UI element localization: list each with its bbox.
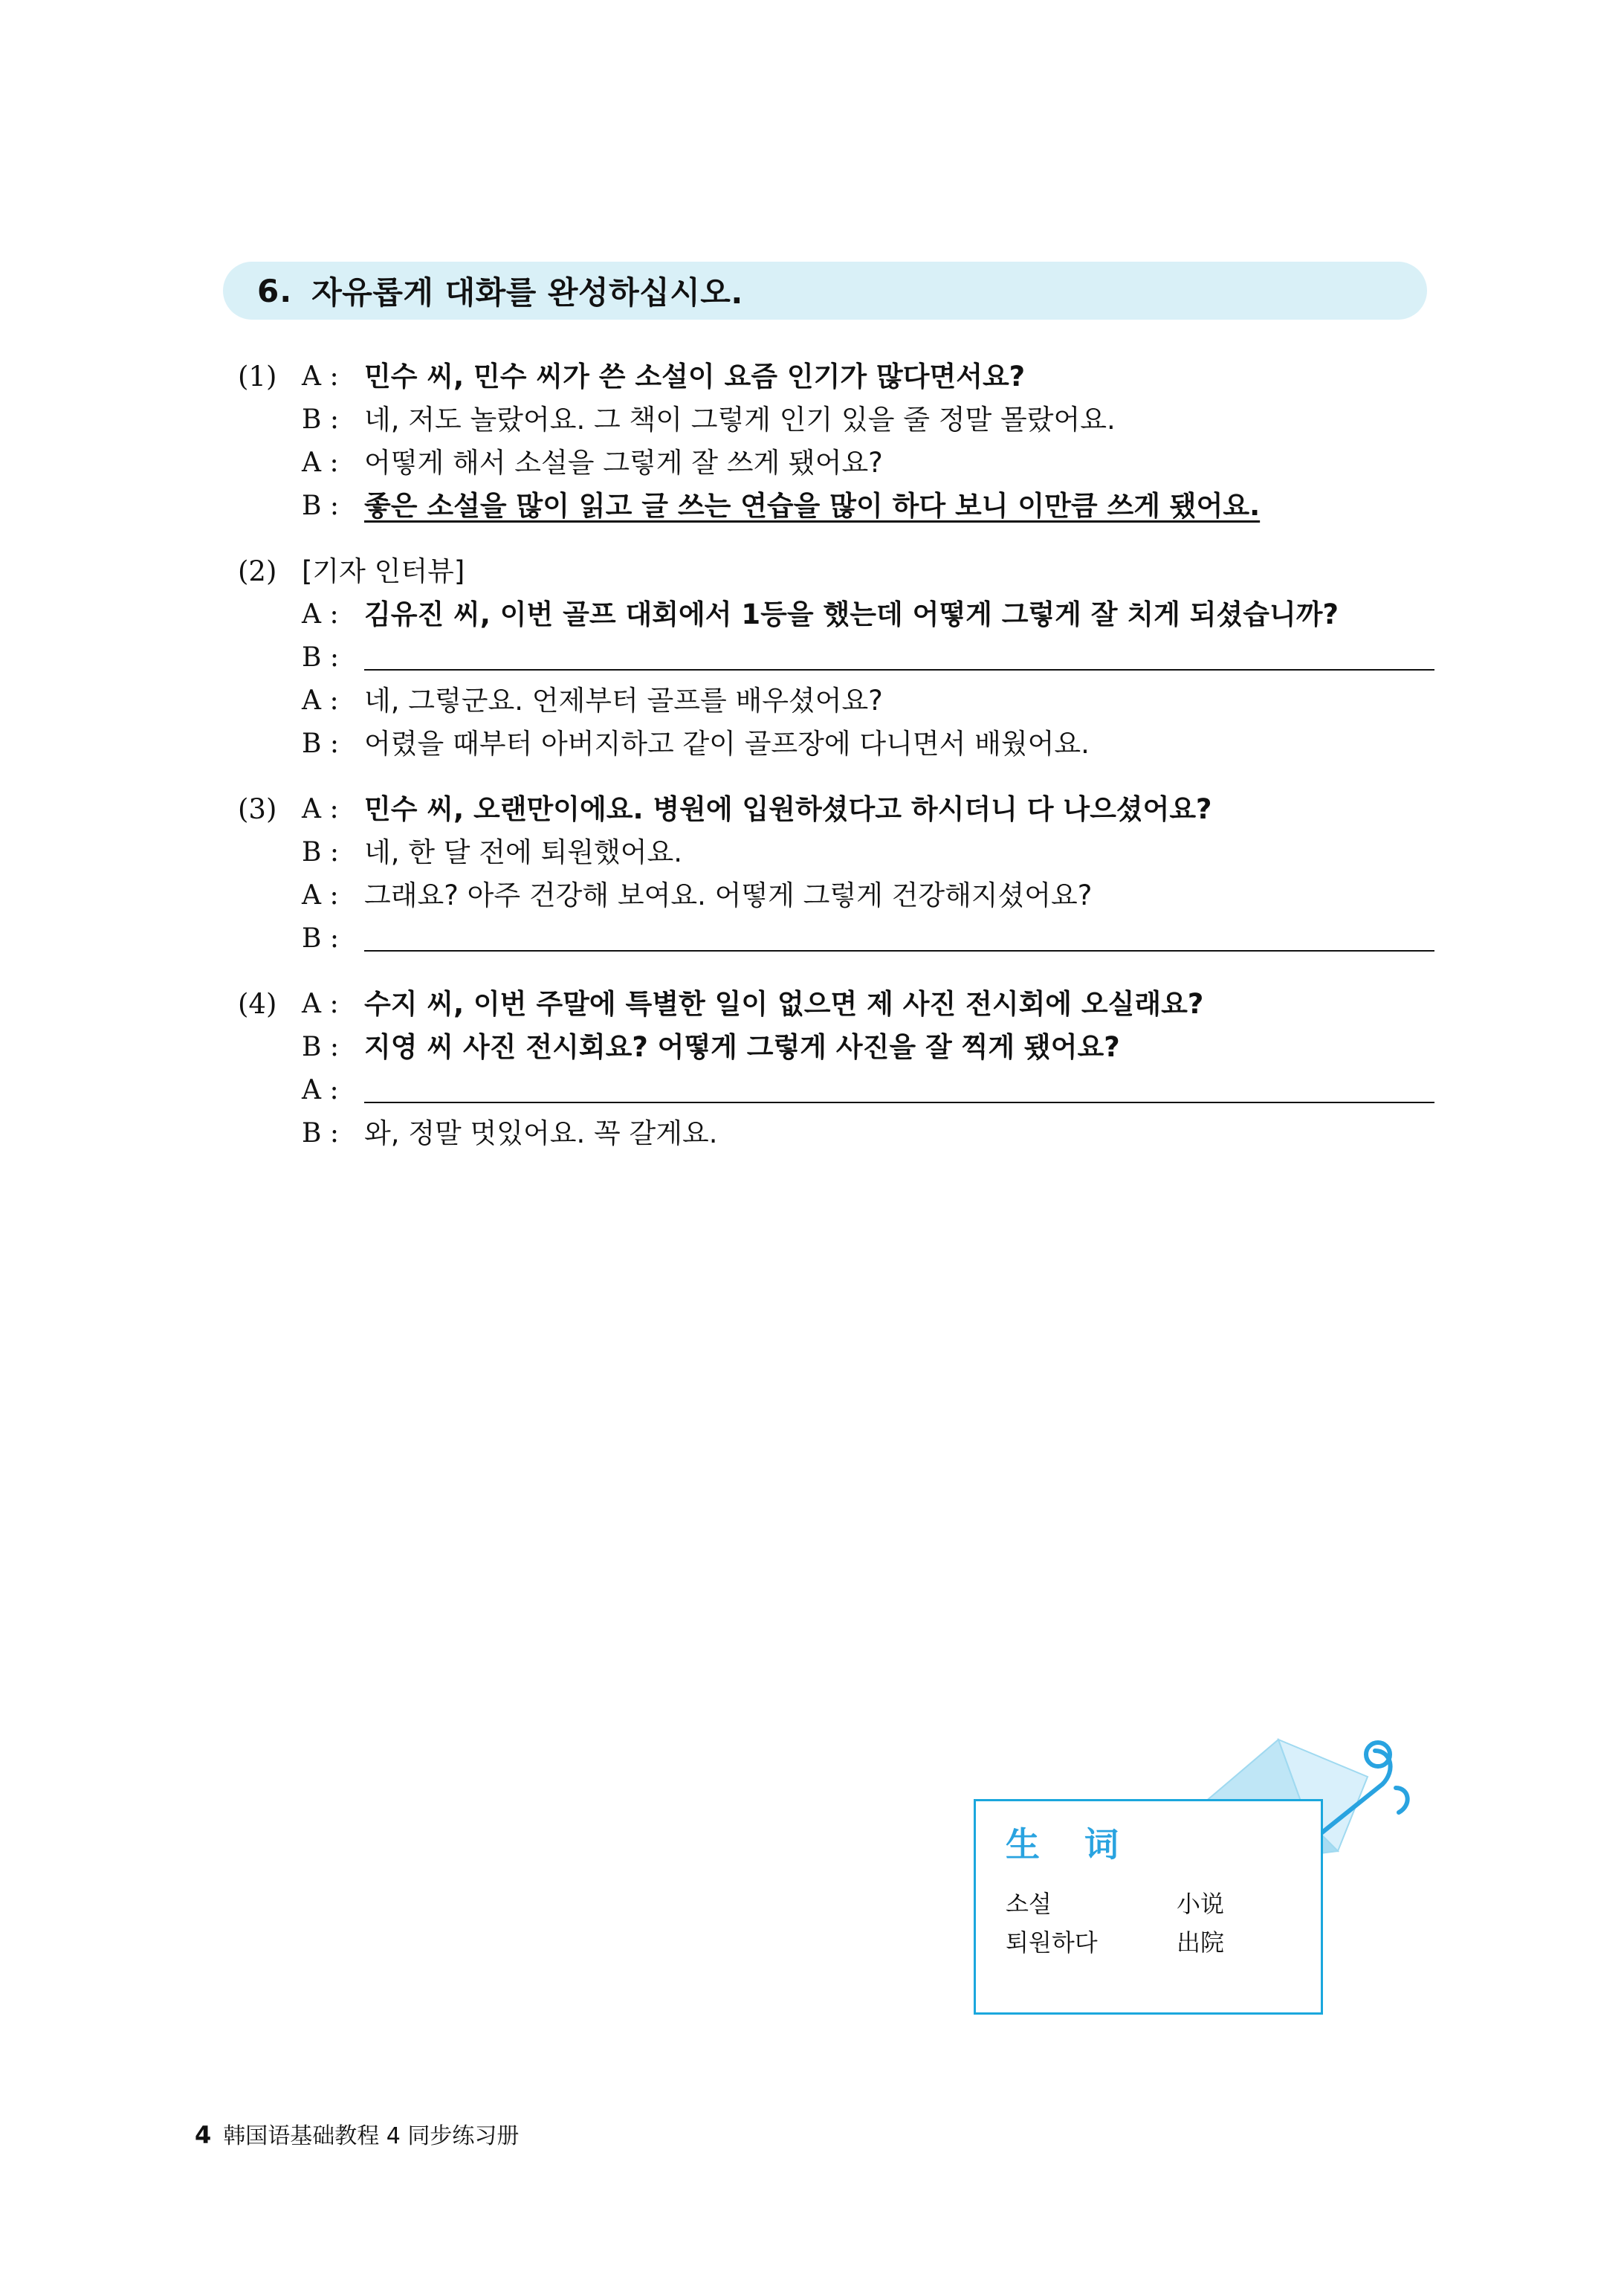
speaker-label: A : xyxy=(302,448,339,478)
speaker-label: A : xyxy=(302,361,339,392)
item-body xyxy=(302,983,1434,1155)
vocabulary-section xyxy=(959,1732,1434,2044)
dialogue-line xyxy=(302,485,1434,528)
speaker-label: B : xyxy=(302,1032,340,1062)
speaker-label: B : xyxy=(302,923,340,954)
item-number: (1) xyxy=(238,361,277,393)
dialogue-line xyxy=(302,788,1434,831)
utterance-text: 와, 정말 멋있어요. 꼭 갈게요. xyxy=(364,1117,718,1149)
speaker-label: A : xyxy=(302,989,339,1019)
utterance-text: 네, 저도 놀랐어요. 그 책이 그렇게 인기 있을 줄 정말 몰랐어요. xyxy=(364,404,1116,436)
dialogue-line xyxy=(302,593,1434,636)
section-title: 자유롭게 대화를 완성하십시오. xyxy=(311,274,743,311)
speaker-label: B : xyxy=(302,642,340,673)
page-footer xyxy=(195,2117,519,2150)
speaker-label: B : xyxy=(302,837,340,868)
exercise-item xyxy=(238,983,1434,1155)
dialogue-line xyxy=(302,355,1434,398)
utterance-text: 김유진 씨, 이번 골프 대회에서 1등을 했는데 어떻게 그렇게 잘 치게 되셨습니까? xyxy=(364,598,1339,630)
utterance-text: 민수 씨, 오랜만이에요. 병원에 입원하셨다고 하시더니 다 나으셨어요? xyxy=(364,793,1212,825)
section-number: 6. xyxy=(257,272,293,309)
vocabulary-chinese: 小说 xyxy=(1177,1890,1225,1918)
speaker-label: A : xyxy=(302,794,339,824)
exercise-item xyxy=(238,550,1434,766)
speaker-label: A : xyxy=(302,685,339,716)
item-body xyxy=(302,550,1434,766)
vocabulary-entry xyxy=(1006,1923,1321,1962)
utterance-text: 네, 그렇군요. 언제부터 골프를 배우셨어요? xyxy=(364,685,883,717)
speaker-label: B : xyxy=(302,491,340,521)
speaker-label: B : xyxy=(302,404,340,435)
item-number: (3) xyxy=(238,793,277,825)
dialogue-line xyxy=(302,983,1434,1026)
dialogue-line xyxy=(302,1069,1434,1112)
handwritten-answer: 좋은 소설을 많이 읽고 글 쓰는 연습을 많이 하다 보니 이만큼 쓰게 됐어요. xyxy=(364,490,1261,522)
footer-book-title: 韩国语基础教程 4 同步练习册 xyxy=(223,2123,520,2149)
exercise-item xyxy=(238,788,1434,960)
utterance-text: 지영 씨 사진 전시회요? 어떻게 그렇게 사진을 잘 찍게 됐어요? xyxy=(364,1031,1120,1063)
dialogue-line xyxy=(302,1112,1434,1155)
answer-blank-line[interactable] xyxy=(364,1069,1434,1103)
utterance-text: 그래요? 아주 건강해 보여요. 어떻게 그렇게 건강해지셨어요? xyxy=(364,879,1093,911)
vocabulary-entry xyxy=(1006,1885,1321,1923)
speaker-label: A : xyxy=(302,880,339,911)
item-number: (4) xyxy=(238,988,277,1020)
utterance-text: 어렸을 때부터 아버지하고 같이 골프장에 다니면서 배웠어요. xyxy=(364,728,1090,760)
dialogue-line xyxy=(302,831,1434,874)
answer-blank-line[interactable] xyxy=(364,917,1434,952)
utterance-text: 어떻게 해서 소설을 그렇게 잘 쓰게 됐어요? xyxy=(364,447,883,479)
speaker-label: B : xyxy=(302,729,340,759)
dialogue-line xyxy=(302,398,1434,442)
section-header-banner xyxy=(223,262,1427,320)
vocabulary-chinese: 出院 xyxy=(1177,1928,1225,1957)
dialogue-line xyxy=(302,442,1434,485)
vocabulary-box xyxy=(974,1799,1323,2015)
speaker-label: A : xyxy=(302,599,339,630)
utterance-text: 네, 한 달 전에 퇴원했어요. xyxy=(364,836,682,868)
utterance-text: 수지 씨, 이번 주말에 특별한 일이 없으면 제 사진 전시회에 오실래요? xyxy=(364,988,1204,1020)
answer-blank-line[interactable] xyxy=(364,636,1434,671)
utterance-text: 민수 씨, 민수 씨가 쓴 소설이 요즘 인기가 많다면서요? xyxy=(364,361,1026,393)
exercise-item xyxy=(238,355,1434,528)
context-note: [기자 인터뷰] xyxy=(302,555,465,587)
vocabulary-korean: 퇴원하다 xyxy=(1006,1928,1098,1957)
vocabulary-title: 生 词 xyxy=(1006,1824,1136,1864)
dialogue-line xyxy=(302,1026,1434,1069)
dialogue-line xyxy=(302,636,1434,679)
dialogue-line xyxy=(302,917,1434,960)
item-number: (2) xyxy=(238,555,277,587)
footer-page-number: 4 xyxy=(195,2121,212,2149)
exercise-list xyxy=(238,355,1434,1178)
item-body xyxy=(302,355,1434,528)
dialogue-line xyxy=(302,874,1434,917)
item-body xyxy=(302,788,1434,960)
speaker-label: B : xyxy=(302,1118,340,1149)
dialogue-line xyxy=(302,723,1434,766)
speaker-label: A : xyxy=(302,1075,339,1105)
vocabulary-korean: 소설 xyxy=(1006,1890,1052,1918)
dialogue-line xyxy=(302,679,1434,723)
